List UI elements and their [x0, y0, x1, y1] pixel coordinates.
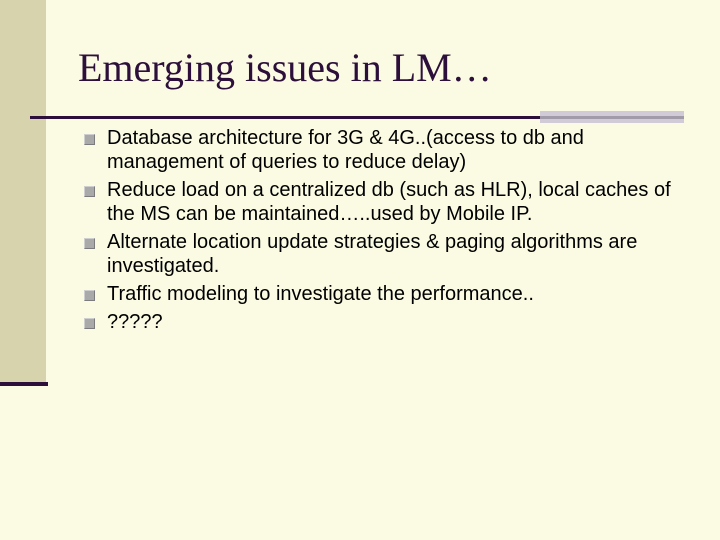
title-rule	[30, 116, 543, 119]
slide-title: Emerging issues in LM…	[78, 45, 492, 90]
bullet-text: Database architecture for 3G & 4G..(access to db and management of queries to reduce delay)	[107, 127, 584, 173]
square-bullet-icon	[84, 238, 95, 249]
bullet-text: Alternate location update strategies & paging algorithms are investigated.	[107, 231, 638, 277]
bullet-text: Traffic modeling to investigate the performance..	[107, 283, 534, 305]
bullet-text: ?????	[107, 311, 163, 333]
square-bullet-icon	[84, 186, 95, 197]
bullet-list	[84, 126, 694, 338]
square-bullet-icon	[84, 134, 95, 145]
decorative-side-band	[0, 0, 46, 382]
bullet-item	[84, 282, 694, 306]
square-bullet-icon	[84, 290, 95, 301]
square-bullet-icon	[84, 318, 95, 329]
bullet-item	[84, 230, 694, 278]
title-rule-highlight-line	[540, 116, 684, 119]
side-band-accent	[0, 382, 48, 386]
bullet-item	[84, 178, 694, 226]
bullet-item	[84, 310, 694, 334]
bullet-text: Reduce load on a centralized db (such as HLR), local caches of the MS can be maintained…..used by Mobile IP.	[107, 179, 671, 225]
bullet-item	[84, 126, 694, 174]
